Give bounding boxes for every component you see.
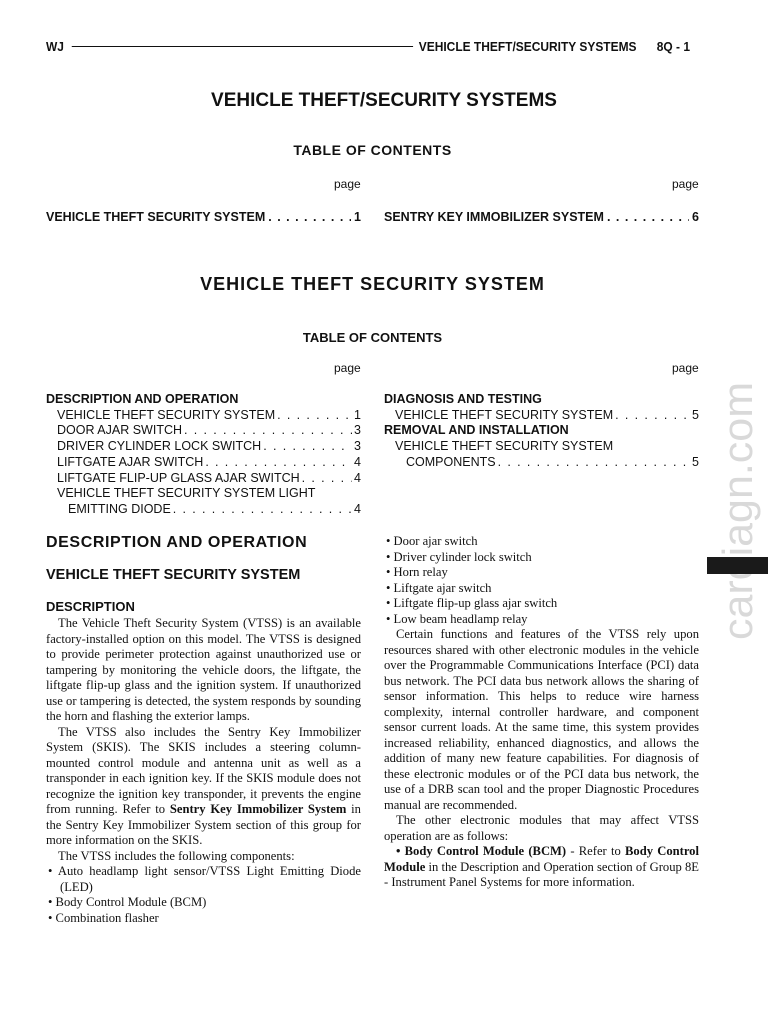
toc-leader (173, 502, 352, 518)
list-item: • Horn relay (386, 565, 448, 579)
toc-item-label: COMPONENTS (406, 454, 496, 469)
header-page-number: 8Q - 1 (656, 38, 690, 54)
toc-item-page: 4 (354, 470, 361, 485)
toc-leader (302, 471, 352, 487)
document-title: VEHICLE THEFT/SECURITY SYSTEMS (211, 90, 557, 111)
list-item: • Driver cylinder lock switch (386, 549, 532, 564)
toc-entry-page: 1 (354, 210, 361, 224)
cross-reference: Body Control Module (384, 844, 699, 874)
toc-item-page: 1 (354, 407, 361, 422)
toc-item-page: 4 (354, 501, 361, 516)
toc-main-page-label-left: page (334, 177, 361, 191)
toc-heading-diagnosis: DIAGNOSIS AND TESTING (384, 392, 542, 406)
section-thumb-tab (707, 557, 768, 574)
toc-leader (263, 439, 352, 455)
toc-leader (607, 210, 689, 224)
header-section: VEHICLE THEFT/SECURITY SYSTEMS (418, 38, 637, 54)
list-item: • Auto headlamp light sensor/VTSS Light Emitting Diode (LED) (48, 864, 361, 894)
toc-item-page: 5 (692, 454, 699, 469)
section-title: VEHICLE THEFT SECURITY SYSTEM (200, 274, 545, 294)
toc-heading-removal: REMOVAL AND INSTALLATION (384, 423, 569, 438)
module-name: • Body Control Module (BCM) (396, 844, 567, 858)
text: - Refer to (566, 844, 625, 858)
toc-entry-label: SENTRY KEY IMMOBILIZER SYSTEM (384, 210, 604, 224)
toc-item[interactable] (46, 502, 361, 518)
heading-vtss: VEHICLE THEFT SECURITY SYSTEM (46, 567, 301, 583)
list-item: • Combination flasher (48, 910, 159, 925)
toc-section-page-label-right: page (672, 361, 699, 375)
toc-entry-page: 6 (692, 210, 699, 224)
toc-item-wrapped[interactable] (384, 439, 699, 455)
toc-item-label: VEHICLE THEFT SECURITY SYSTEM LIGHT (57, 486, 316, 501)
list-item: • Door ajar switch (386, 534, 478, 548)
toc-leader (268, 210, 351, 224)
toc-main-page-label-right: page (672, 177, 699, 191)
body-right-column (384, 534, 699, 891)
toc-item-wrapped[interactable] (46, 486, 361, 502)
header-model: WJ (46, 38, 64, 54)
toc-item-page: 3 (354, 439, 361, 454)
toc-entry-label: VEHICLE THEFT SECURITY SYSTEM (46, 210, 266, 224)
page-header (46, 36, 690, 56)
toc-leader (615, 408, 690, 424)
toc-item-page: 5 (692, 407, 699, 422)
toc-leader (277, 408, 352, 424)
paragraph (384, 844, 699, 891)
heading-description-operation: DESCRIPTION AND OPERATION (46, 534, 308, 551)
paragraph (46, 725, 361, 849)
paragraph: The other electronic modules that may affect VTSS operation are as follows: (384, 813, 699, 843)
toc-leader (184, 423, 352, 439)
toc-main-title: TABLE OF CONTENTS (293, 142, 452, 158)
paragraph: The Vehicle Theft Security System (VTSS) is an available factory-installed option on this model. The VTSS is designed to provide perimeter protection against unauthorized use or tampering by monitoring the vehicle doors, the liftgate, the liftgate flip-up glass and the ignition system. If unauthorized use or tampering is detected, the system responds by sounding the horn and flashing the exterior lamps. (46, 616, 361, 723)
toc-item-label: EMITTING DIODE (68, 501, 171, 516)
toc-section-right (384, 392, 699, 471)
toc-item-label: LIFTGATE AJAR SWITCH (57, 454, 204, 469)
header-rule (71, 46, 413, 47)
heading-description: DESCRIPTION (46, 599, 135, 614)
toc-item-label: VEHICLE THEFT SECURITY SYSTEM (57, 407, 276, 422)
toc-leader (498, 455, 690, 471)
paragraph: Certain functions and features of the VTSS rely upon resources shared with other electronic modules in the vehicle over the Programmable Communications Interface (PCI) data bus network. The PCI data bus network allows the sharing of sensor information. This helps to reduce wire harness complexity, internal controller hardware, and component sensor current loads. At the same time, this system provides increased reliability, enhanced diagnostics, and allows the addition of many new feature capabilities. For diagnosis of these electronic modules or of the PCI data bus network, the use of a DRB scan tool and the proper Diagnostic Procedures manual are recommended. (384, 627, 699, 812)
list-item: • Body Control Module (BCM) (48, 895, 207, 909)
toc-item-label: VEHICLE THEFT SECURITY SYSTEM (395, 407, 614, 422)
toc-item[interactable] (384, 455, 699, 471)
toc-section-title: TABLE OF CONTENTS (302, 330, 443, 345)
toc-item-label: DRIVER CYLINDER LOCK SWITCH (57, 439, 262, 454)
toc-item[interactable] (46, 408, 361, 424)
toc-item-page: 3 (354, 423, 361, 438)
paragraph: The VTSS includes the following components: (58, 848, 295, 863)
toc-heading-description: DESCRIPTION AND OPERATION (46, 392, 239, 406)
toc-item[interactable] (46, 423, 361, 439)
toc-section-left (46, 392, 361, 518)
toc-item[interactable] (384, 408, 699, 424)
cross-reference: Sentry Key Immobilizer System (169, 802, 347, 816)
text: in the Sentry Key Immobilizer System section of this group for more information on the SKIS. (46, 802, 361, 847)
watermark (690, 378, 768, 648)
list-item: • Liftgate ajar switch (386, 580, 492, 595)
toc-main-entry-skis[interactable] (384, 210, 699, 224)
toc-item-label: LIFTGATE FLIP-UP GLASS AJAR SWITCH (57, 470, 300, 485)
toc-item[interactable] (46, 439, 361, 455)
list-item: • Low beam headlamp relay (386, 611, 528, 626)
toc-item[interactable] (46, 471, 361, 487)
text: in the Description and Operation section of Group 8E - Instrument Panel Systems for more information. (384, 859, 699, 889)
toc-main-entry-vtss[interactable] (46, 210, 361, 224)
watermark-text: cardiagn.com (714, 387, 761, 640)
toc-item-page: 4 (354, 454, 361, 469)
text: The VTSS also includes the Sentry Key Immobilizer System (SKIS). The SKIS includes a steering column-mounted control module and antenna unit as well as a transponder in each ignition key. If the SKIS module does not recognize the ignition key transponder, it prevents the engine from running. Refer to (46, 724, 361, 816)
toc-item-label: DOOR AJAR SWITCH (57, 423, 183, 438)
toc-section-page-label-left: page (334, 361, 361, 375)
body-left-column (46, 616, 361, 926)
list-item: • Liftgate flip-up glass ajar switch (386, 596, 558, 610)
toc-leader (205, 455, 352, 471)
toc-item-label: VEHICLE THEFT SECURITY SYSTEM (395, 439, 614, 454)
toc-item[interactable] (46, 455, 361, 471)
